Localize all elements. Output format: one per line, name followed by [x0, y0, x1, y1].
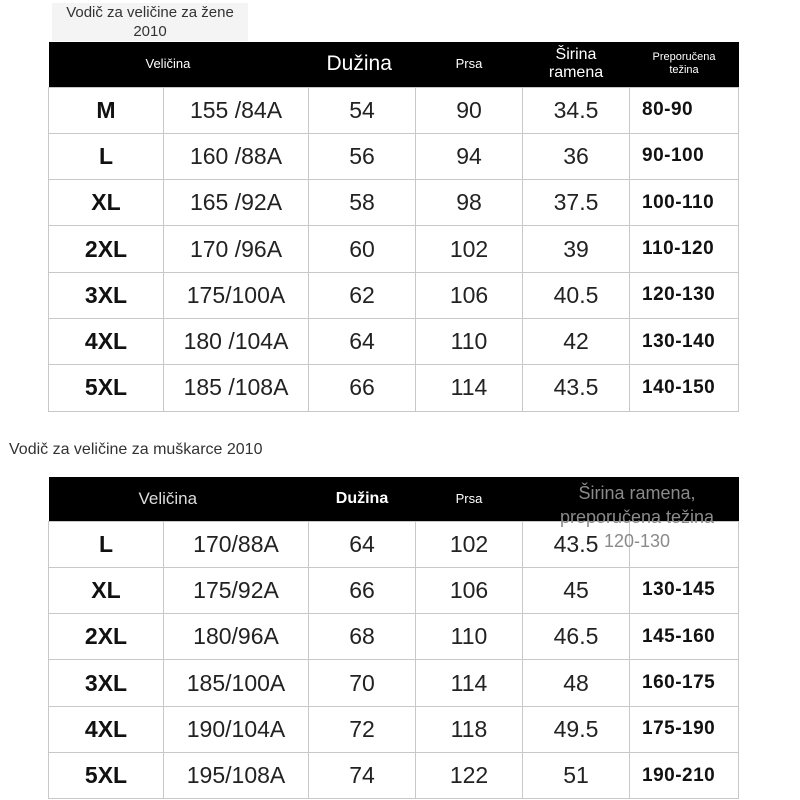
table-row: [49, 87, 739, 133]
weight-cell: 90-100: [630, 133, 739, 179]
code-cell: 170 /96A: [164, 226, 309, 272]
men-header-row: [49, 477, 739, 521]
shoulder-cell: 51: [523, 752, 630, 798]
code-cell: 155 /84A: [164, 87, 309, 133]
table-row: [49, 752, 739, 798]
table-row: [49, 180, 739, 226]
chest-cell: 114: [416, 365, 523, 411]
length-cell: 58: [309, 180, 416, 226]
size-cell: 2XL: [49, 614, 164, 660]
men-header-size: [49, 477, 309, 521]
length-cell: 68: [309, 614, 416, 660]
size-cell: M: [49, 87, 164, 133]
weight-cell: 100-110: [630, 180, 739, 226]
length-cell: 66: [309, 365, 416, 411]
length-cell: 56: [309, 133, 416, 179]
weight-cell: 110-120: [630, 226, 739, 272]
men-header-size-label: Veličina: [138, 488, 198, 508]
men-header-chest-label: Prsa: [455, 490, 483, 506]
table-row: [49, 318, 739, 364]
code-cell: 175/100A: [164, 272, 309, 318]
table-row: [49, 226, 739, 272]
men-header-chest: [416, 477, 523, 521]
size-cell: XL: [49, 180, 164, 226]
weight-cell: 175-190: [630, 706, 739, 752]
chest-cell: 118: [416, 706, 523, 752]
table-row: [49, 706, 739, 752]
size-cell: 2XL: [49, 226, 164, 272]
table-row: [49, 614, 739, 660]
length-cell: 70: [309, 660, 416, 706]
weight-cell: 80-90: [630, 87, 739, 133]
chest-cell: 94: [416, 133, 523, 179]
women-size-guide-caption: Vodič za veličine za žene 2010: [52, 3, 248, 41]
size-cell: 4XL: [49, 706, 164, 752]
men-header-overlay-text: Širina ramena, preporučena težina 120-130: [559, 483, 715, 551]
men-header-length: [309, 477, 416, 521]
shoulder-cell: 40.5: [523, 272, 630, 318]
size-cell: 3XL: [49, 272, 164, 318]
size-cell: 4XL: [49, 318, 164, 364]
women-header-row: [49, 42, 739, 87]
header-length-label: Dužina: [326, 52, 392, 76]
size-cell: L: [49, 521, 164, 567]
chest-cell: 106: [416, 567, 523, 613]
chest-cell: 102: [416, 521, 523, 567]
men-size-guide-caption: Vodič za veličine za muškarce 2010: [9, 441, 263, 458]
chest-cell: 90: [416, 87, 523, 133]
weight-cell: 160-175: [630, 660, 739, 706]
table-row: [49, 660, 739, 706]
shoulder-cell: 48: [523, 660, 630, 706]
header-weight: [630, 42, 739, 87]
header-weight-label: Preporučena težina: [652, 50, 716, 76]
shoulder-cell: 37.5: [523, 180, 630, 226]
header-shoulder-label: Širina ramena: [548, 46, 604, 82]
shoulder-cell: 34.5: [523, 87, 630, 133]
size-cell: 5XL: [49, 752, 164, 798]
shoulder-cell: 46.5: [523, 614, 630, 660]
header-chest: [416, 42, 523, 87]
shoulder-cell: 43.5: [523, 521, 630, 567]
men-header-length-label: Dužina: [335, 489, 389, 507]
chest-cell: 106: [416, 272, 523, 318]
weight-cell: 120-130: [630, 272, 739, 318]
chest-cell: 110: [416, 614, 523, 660]
shoulder-cell: 49.5: [523, 706, 630, 752]
weight-cell: 140-150: [630, 365, 739, 411]
length-cell: 72: [309, 706, 416, 752]
code-cell: 195/108A: [164, 752, 309, 798]
length-cell: 62: [309, 272, 416, 318]
chest-cell: 98: [416, 180, 523, 226]
header-size: [49, 42, 309, 87]
table-row: [49, 567, 739, 613]
code-cell: 165 /92A: [164, 180, 309, 226]
size-cell: XL: [49, 567, 164, 613]
code-cell: 160 /88A: [164, 133, 309, 179]
length-cell: 66: [309, 567, 416, 613]
header-chest-label: Prsa: [455, 56, 483, 72]
header-shoulder: [523, 42, 630, 87]
weight-cell: 130-140: [630, 318, 739, 364]
shoulder-cell: 39: [523, 226, 630, 272]
weight-cell: 190-210: [630, 752, 739, 798]
size-cell: L: [49, 133, 164, 179]
code-cell: 190/104A: [164, 706, 309, 752]
shoulder-cell: 42: [523, 318, 630, 364]
shoulder-cell: 45: [523, 567, 630, 613]
chest-cell: 114: [416, 660, 523, 706]
code-cell: 180 /104A: [164, 318, 309, 364]
length-cell: 74: [309, 752, 416, 798]
weight-cell: [630, 521, 739, 567]
code-cell: 185/100A: [164, 660, 309, 706]
men-header-blank-2: [630, 477, 739, 521]
men-header-blank-1: [523, 477, 630, 521]
length-cell: 64: [309, 521, 416, 567]
table-row: [49, 133, 739, 179]
size-cell: 3XL: [49, 660, 164, 706]
chest-cell: 110: [416, 318, 523, 364]
length-cell: 60: [309, 226, 416, 272]
table-row: [49, 365, 739, 411]
size-cell: 5XL: [49, 365, 164, 411]
weight-cell: 130-145: [630, 567, 739, 613]
shoulder-cell: 43.5: [523, 365, 630, 411]
women-size-table: [48, 42, 739, 412]
chest-cell: 122: [416, 752, 523, 798]
code-cell: 180/96A: [164, 614, 309, 660]
chest-cell: 102: [416, 226, 523, 272]
header-size-label: Veličina: [145, 56, 191, 72]
code-cell: 175/92A: [164, 567, 309, 613]
length-cell: 64: [309, 318, 416, 364]
table-row: [49, 272, 739, 318]
header-length: [309, 42, 416, 87]
men-size-table: [48, 477, 739, 799]
length-cell: 54: [309, 87, 416, 133]
weight-cell: 145-160: [630, 614, 739, 660]
code-cell: 185 /108A: [164, 365, 309, 411]
code-cell: 170/88A: [164, 521, 309, 567]
shoulder-cell: 36: [523, 133, 630, 179]
table-row: [49, 521, 739, 567]
